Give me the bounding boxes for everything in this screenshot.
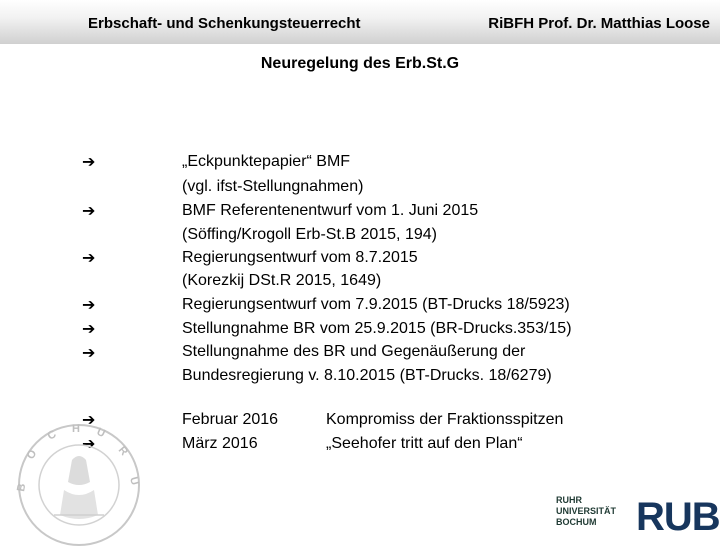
course-title: Erbschaft- und Schenkungsteuerrecht <box>88 15 361 32</box>
list-item: Regierungsentwurf vom 8.7.2015 <box>182 249 418 266</box>
svg-text:U: U <box>94 425 108 441</box>
slide-title: Neuregelung des Erb.St.G <box>260 55 460 72</box>
list-item: März 2016 <box>182 435 258 452</box>
list-note: Kompromiss der Fraktionsspitzen <box>326 411 564 428</box>
logo-line: RUHR <box>556 495 582 505</box>
list-note: „Seehofer tritt auf den Plan“ <box>326 435 523 452</box>
list-item: (Söffing/Krogoll Erb-St.B 2015, 194) <box>182 226 437 243</box>
arrow-icon: ➔ <box>82 154 96 171</box>
slide-header <box>0 0 720 44</box>
arrow-icon: ➔ <box>82 345 96 362</box>
arrow-icon: ➔ <box>82 250 96 267</box>
logo-line: BOCHUM <box>556 517 597 527</box>
author-name: RiBFH Prof. Dr. Matthias Loose <box>488 15 710 32</box>
svg-text:C: C <box>45 428 59 443</box>
svg-text:U: U <box>127 475 141 487</box>
logo-line: UNIVERSITÄT <box>556 506 617 516</box>
svg-text:R: R <box>115 444 131 459</box>
list-item: (Korezkij DSt.R 2015, 1649) <box>182 272 382 289</box>
list-item: Bundesregierung v. 8.10.2015 (BT-Drucks. 18/6279) <box>182 367 552 384</box>
arrow-icon: ➔ <box>82 297 96 314</box>
university-logo <box>556 495 616 528</box>
arrow-icon: ➔ <box>82 203 96 220</box>
list-item: (vgl. ifst-Stellungnahmen) <box>182 178 364 195</box>
rub-logo-mark: RUB <box>636 495 720 539</box>
list-item: Regierungsentwurf vom 7.9.2015 (BT-Drucks 18/5923) <box>182 296 570 313</box>
svg-text:O: O <box>24 447 40 462</box>
university-seal-icon <box>14 420 144 550</box>
svg-text:H: H <box>72 423 80 435</box>
list-item: „Eckpunktepapier“ BMF <box>182 153 351 170</box>
arrow-icon: ➔ <box>82 436 96 453</box>
svg-text:B: B <box>15 482 29 493</box>
arrow-icon: ➔ <box>82 321 96 338</box>
list-item: BMF Referentenentwurf vom 1. Juni 2015 <box>182 202 479 219</box>
arrow-icon: ➔ <box>82 412 96 429</box>
list-item: Februar 2016 <box>182 411 279 428</box>
list-item: Stellungnahme BR vom 25.9.2015 (BR-Drucks.353/15) <box>182 320 572 337</box>
list-item: Stellungnahme des BR und Gegenäußerung der <box>182 343 526 360</box>
